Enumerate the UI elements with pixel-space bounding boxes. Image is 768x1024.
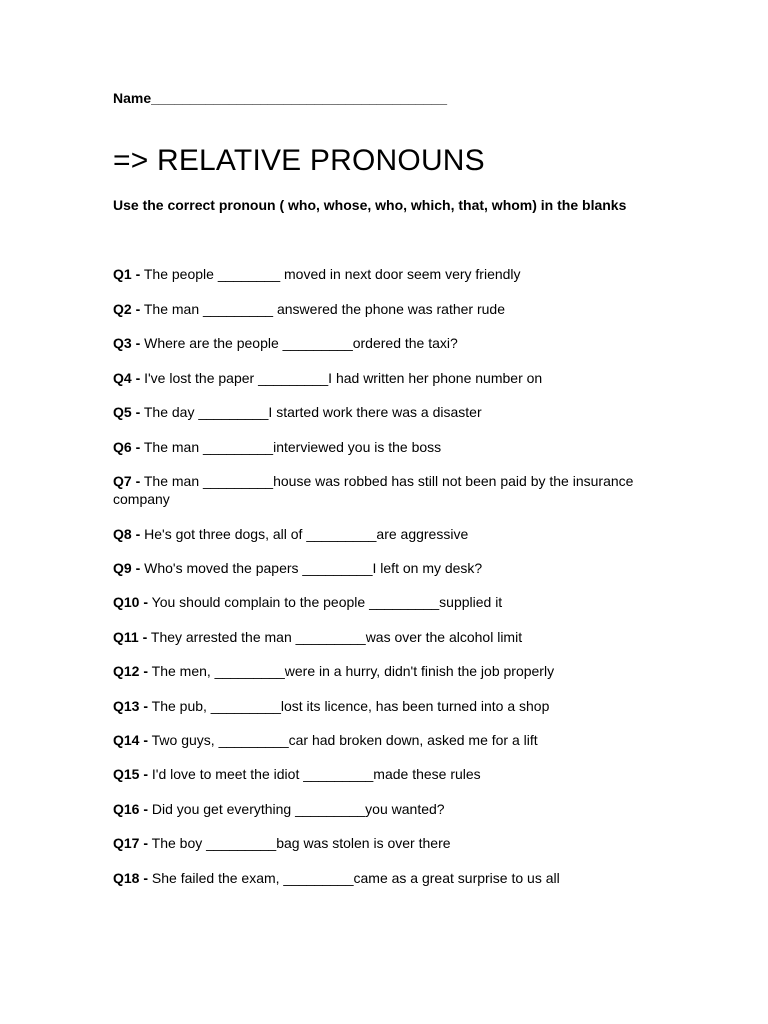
question-text: The man _________ answered the phone was rather rude [140,300,506,317]
question-number: Q5 - [113,404,141,420]
question-number: Q13 - [113,697,149,714]
question-number: Q4 - [113,369,141,386]
question-item [113,765,643,783]
question-number: Q9 - [113,559,141,576]
question-item [113,559,643,577]
question-text: Who's moved the papers _________I left on my desk? [140,559,483,576]
question-text: Two guys, _________car had broken down, asked me for a lift [148,731,538,748]
question-item [113,869,643,887]
question-text: He's got three dogs, all of _________are aggressive [140,525,469,542]
question-number: Q8 - [113,525,141,542]
question-item [113,403,643,421]
question-text: The men, _________were in a hurry, didn't finish the job properly [148,663,555,679]
question-text: The people ________ moved in next door seem very friendly [140,266,521,282]
question-number: Q17 - [113,835,149,851]
question-item [113,369,643,387]
question-number: Q18 - [113,869,149,886]
question-item [113,593,643,611]
instructions: Use the correct pronoun ( who, whose, who, which, that, whom) in the blanks [113,197,627,213]
question-number: Q15 - [113,766,149,782]
question-item [113,438,643,456]
question-text: I've lost the paper _________I had written her phone number on [140,369,543,386]
name-field-label: Name______________________________________ [113,90,448,106]
question-item [113,834,643,852]
question-text: The man _________interviewed you is the boss [140,438,442,455]
question-text: The boy _________bag was stolen is over there [148,835,451,851]
question-text: Where are the people _________ordered the taxi? [140,335,458,351]
question-text: Did you get everything _________you wanted? [148,800,445,817]
question-text: The day _________I started work there was a disaster [140,404,482,420]
question-number: Q6 - [113,438,141,455]
question-item [113,525,643,543]
question-list [113,265,643,887]
question-number: Q7 - [113,473,141,489]
question-item [113,731,643,749]
question-item [113,628,643,646]
question-item [113,800,643,818]
question-text: They arrested the man _________was over the alcohol limit [147,628,523,645]
question-item [113,472,643,508]
question-item [113,265,643,283]
question-item [113,697,643,715]
question-number: Q14 - [113,731,149,748]
question-text: She failed the exam, _________came as a great surprise to us all [148,869,560,886]
question-item [113,334,643,352]
question-number: Q2 - [113,300,141,317]
question-number: Q11 - [113,628,148,645]
question-item [113,300,643,318]
question-text: The man _________house was robbed has still not been paid by the insurance company [113,473,634,507]
question-number: Q10 - [113,594,149,610]
question-text: You should complain to the people _________supplied it [148,594,503,610]
page-title: => RELATIVE PRONOUNS [113,144,485,177]
question-text: I'd love to meet the idiot _________made these rules [148,766,481,782]
question-number: Q16 - [113,800,149,817]
question-number: Q12 - [113,663,149,679]
question-number: Q1 - [113,266,141,282]
question-item [113,662,643,680]
question-number: Q3 - [113,335,141,351]
question-text: The pub, _________lost its licence, has been turned into a shop [148,697,550,714]
